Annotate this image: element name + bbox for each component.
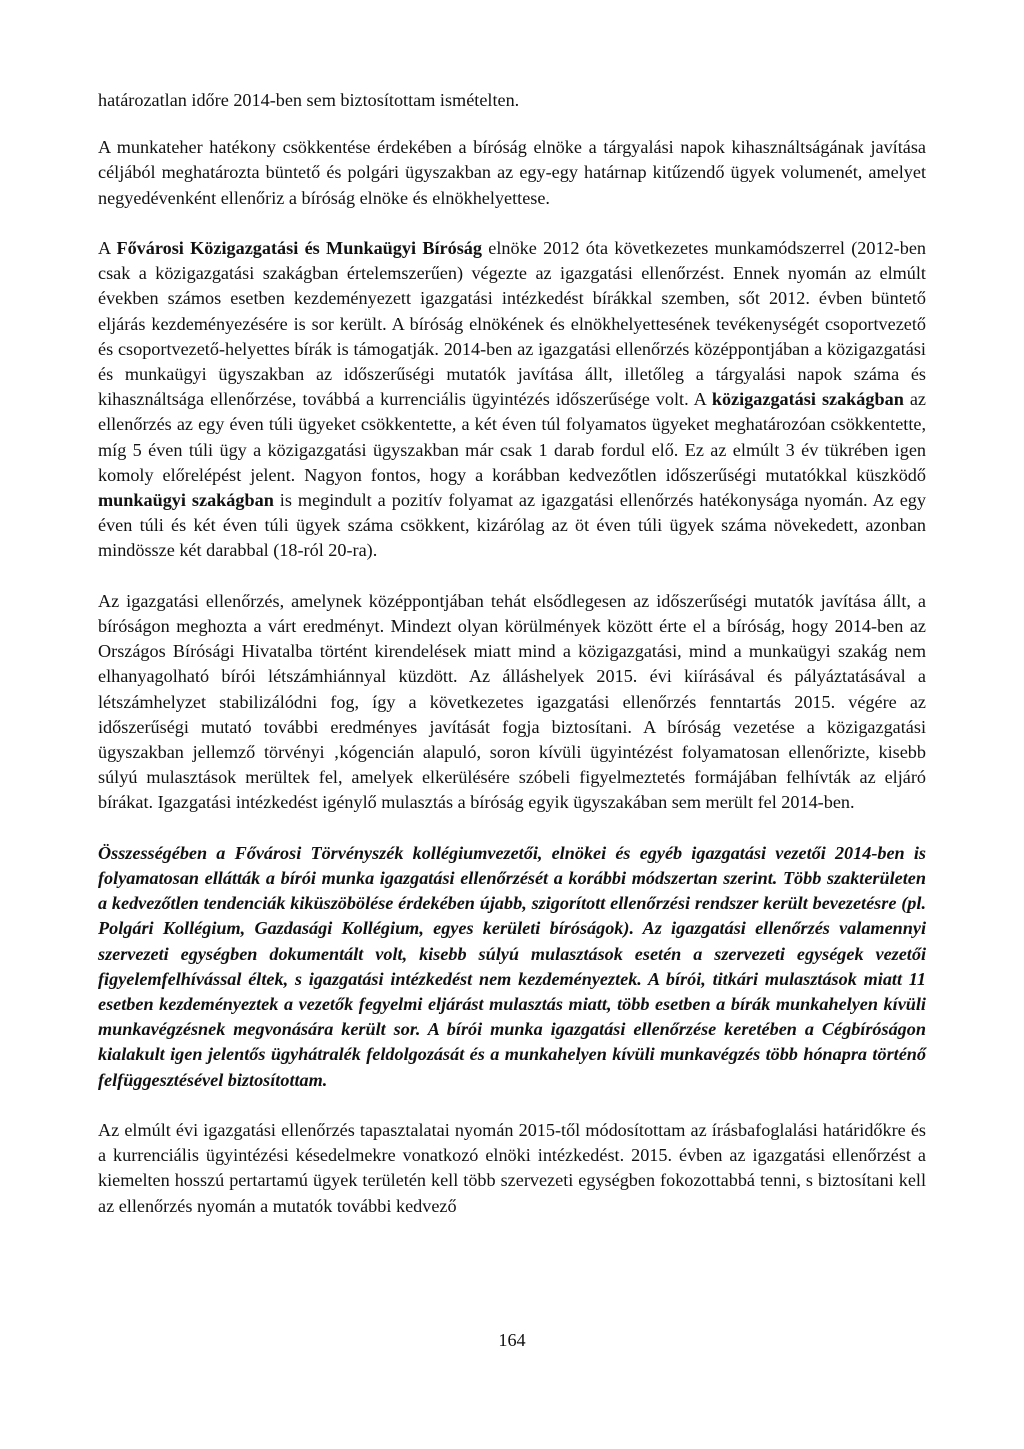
text-run: A <box>98 238 117 258</box>
paragraph-administrative-court <box>98 236 926 564</box>
bold-labour-branch: munkaügyi szakágban <box>98 490 274 511</box>
bold-court-name: Fővárosi Közigazgatási és Munkaügyi Bíróság <box>116 238 482 258</box>
paragraph-summary: Összességében a Fővárosi Törvényszék kollégiumvezetői, elnökei és egyéb igazgatási vezetői 2014-ben is folyamatosan ellátták a bírói munka igazgatási ellenőrzését a korábbi módszertan szerint. Több szakterületen a kedvezőtlen tendenciák kiküszöbölése érdekében újabb, szigorított ellenőrzési rendszer került bevezetésre (pl. Polgári Kollégium, Gazdasági Kollégium, egyes kerületi bíróságok). Az igazgatási ellenőrzés valamennyi szervezeti egységben dokumentált volt, kisebb súlyú mulasztások esetén a szervezeti egységek vezetői figyelemfelhívással éltek, s igazgatási intézkedést nem kezdeményeztek. A bírói, titkári mulasztások miatt 11 esetben kezdeményeztek a vezetők fegyelmi eljárást mulasztás miatt, több esetben a bírák munkahelyen kívüli munkavégzésnek megvonására került sor. A bírói munka igazgatási ellenőrzése keretében a Cégbíróságon kialakult igen jelentős ügyhátralék feldolgozását és a munkahelyen kívüli munkavégzés több hónapra történő felfüggesztésével biztosítottam. <box>98 842 926 1090</box>
text-run: elnöke 2012 óta következetes munkamódszerrel (2012-ben csak a közigazgatási szakágban értelemszerűen) végezte az igazgatási ellenőrzést. Ennek nyomán az elmúlt években számos esetben kezdeményezett igazgatási intézkedést bírákkal szemben, sőt 2012. évben büntető eljárás kezdeményezésére is sor került. A bíróság elnökének és elnökhelyettesének tevékenységét csoportvezető és csoportvezető-helyettes bírák is támogatják. 2014-ben az igazgatási ellenőrzés középpontjában a közigazgatási és munkaügyi ügyszakban az időszerűségi mutatók javítása állt, illetőleg a tárgyalási napok száma és kihasználtsága ellenőrzése, továbbá a kurrenciális ügyintézés időszerűsége volt. A <box>98 238 926 410</box>
text-run: az ellenőrzés az egy éven túli ügyeket csökkentette, a két éven túl folyamatos ügyeket meghatározóan csökkentette, míg 5 éven túli ügy a közigazgatási ügyszakban már csak 1 darab fordul elő. Ez az elmúlt 3 év tükrében igen komoly előrelépést jelent. Nagyon fontos, hogy a korábban kedvezőtlen időszerűségi mutatókkal küszködő <box>98 389 926 485</box>
paragraph-results: Az igazgatási ellenőrzés, amelynek középpontjában tehát elsődlegesen az időszerűségi mutatók javítása állt, a bíróságon meghozta a várt eredményt. Mindezt olyan körülmények között érte el a bíróság, hogy 2014-ben az Országos Bírósági Hivatalba történt kirendelések miatt mind a közigazgatási, mind a munkaügyi szakág nem elhanyagolható bírói létszámhiánnyal küzdött. Az álláshelyek 2015. évi kiírásával és pályáztatásával a létszámhelyzet stabilizálódni fog, így a következetes igazgatási ellenőrzés fenntartás 2015. végére az időszerűségi mutató további eredményes javítását fogja biztosítani. A bíróság vezetése a közigazgatási ügyszakban jellemző törvényi ‚kógencián alapuló, soron kívüli ügyintézést folyamatosan ellenőrizte, kisebb súlyú mulasztások merültek fel, amelyek elkerülésére szóbeli figyelmeztetés formájában felhívták az eljáró bírákat. Igazgatási intézkedést igénylő mulasztás a bíróság egyik ügyszakában sem merült fel 2014-ben. <box>98 590 926 813</box>
bold-administrative-branch: közigazgatási szakágban <box>711 389 904 410</box>
document-page <box>98 88 926 1219</box>
text-run: is megindult a pozitív folyamat az igazgatási ellenőrzés hatékonysága nyomán. Az egy éven túli és két éven túli ügyek száma csökkent, kizárólag az öt éven túli ügyek száma növekedett, azonban mindössze két darabbal (18-ról 20-ra). <box>98 490 926 561</box>
paragraph-outlook: Az elmúlt évi igazgatási ellenőrzés tapasztalatai nyomán 2015-től módosítottam az írásbafoglalási határidőkre és a kurrenciális ügyintézési késedelmekre vonatkozó elnöki intézkedést. 2015. évben az igazgatási ellenőrzést a kiemelten hosszú pertartamú ügyek területén kell több szervezeti egységben fokozottabbá tenni, s biztosítani kell az ellenőrzés nyomán a mutatók további kedvező <box>98 1120 926 1216</box>
paragraph-workload: A munkateher hatékony csökkentése érdekében a bíróság elnöke a tárgyalási napok kihasználtságának javítása céljából meghatározta büntető és polgári ügyszakban az egy-egy határnap kitűzendő ügyek volumenét, amelyet negyedévenként ellenőriz a bíróság elnöke és elnökhelyettese. <box>98 137 926 208</box>
page-number: 164 <box>498 1330 526 1350</box>
paragraph-continuation: határozatlan időre 2014-ben sem biztosítottam ismételten. <box>98 90 520 110</box>
